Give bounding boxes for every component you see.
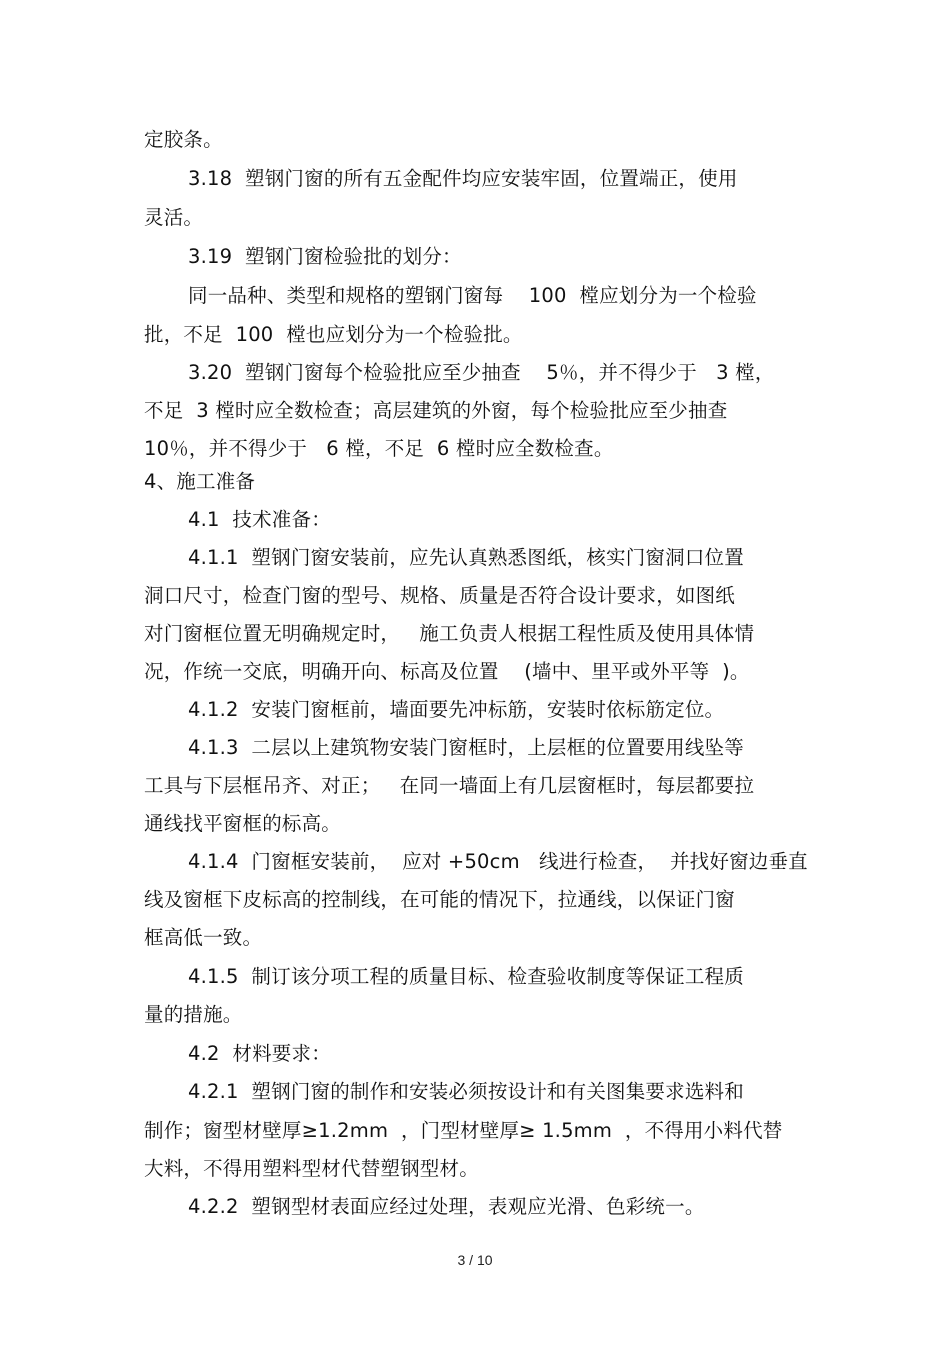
text-line: 4.1.1 塑钢门窗安装前，应先认真熟悉图纸，核实门窗洞口位置 <box>188 546 744 569</box>
text-line: 框高低一致。 <box>144 926 263 949</box>
text-line: 10％，并不得少于 6 樘，不足 6 樘时应全数检查。 <box>144 437 614 460</box>
text-line: 量的措施。 <box>144 1003 243 1026</box>
text-line: 3.20 塑钢门窗每个检验批应至少抽查 5％，并不得少于 3 樘， <box>188 361 775 384</box>
text-line: 同一品种、类型和规格的塑钢门窗每 100 樘应划分为一个检验 <box>188 284 757 307</box>
text-line: 通线找平窗框的标高。 <box>144 812 342 835</box>
text-line: 3.19 塑钢门窗检验批的划分： <box>188 245 462 268</box>
text-line: 灵活。 <box>144 206 204 229</box>
text-line: 洞口尺寸，检查门窗的型号、规格、质量是否符合设计要求，如图纸 <box>144 584 736 607</box>
text-line: 4.2.1 塑钢门窗的制作和安装必须按设计和有关图集要求选料和 <box>188 1080 744 1103</box>
text-line: 工具与下层框吊齐、对正； 在同一墙面上有几层窗框时，每层都要拉 <box>144 774 755 797</box>
text-line: 4.1.3 二层以上建筑物安装门窗框时，上层框的位置要用线坠等 <box>188 736 744 759</box>
text-line: 3.18 塑钢门窗的所有五金配件均应安装牢固，位置端正，使用 <box>188 167 738 190</box>
text-line: 线及窗框下皮标高的控制线，在可能的情况下，拉通线，以保证门窗 <box>144 888 736 911</box>
section-heading: 4、施工准备 <box>144 470 256 493</box>
text-line: 况，作统一交底，明确开向、标高及位置 (墙中、里平或外平等 )。 <box>144 660 750 683</box>
text-line: 不足 3 樘时应全数检查；高层建筑的外窗，每个检验批应至少抽查 <box>144 399 728 422</box>
text-line: 制作；窗型材壁厚≥1.2mm ，门型材壁厚≥ 1.5mm ，不得用小料代替 <box>144 1119 783 1142</box>
text-line: 4.1.4 门窗框安装前， 应对 +50cm 线进行检查， 并找好窗边垂直 <box>188 850 808 873</box>
text-line: 批，不足 100 樘也应划分为一个检验批。 <box>144 323 523 346</box>
text-line: 4.1.2 安装门窗框前，墙面要先冲标筋，安装时依标筋定位。 <box>188 698 725 721</box>
text-line: 4.1.5 制订该分项工程的质量目标、检查验收制度等保证工程质 <box>188 965 744 988</box>
text-line: 对门窗框位置无明确规定时， 施工负责人根据工程性质及使用具体情 <box>144 622 755 645</box>
text-line: 定胶条。 <box>144 128 223 151</box>
page-number: 3 / 10 <box>457 1252 493 1268</box>
subsection-heading: 4.2 材料要求： <box>188 1042 331 1065</box>
text-line: 大料，不得用塑料型材代替塑钢型材。 <box>144 1157 479 1180</box>
subsection-heading: 4.1 技术准备： <box>188 508 331 531</box>
text-line: 4.2.2 塑钢型材表面应经过处理，表观应光滑、色彩统一。 <box>188 1195 705 1218</box>
